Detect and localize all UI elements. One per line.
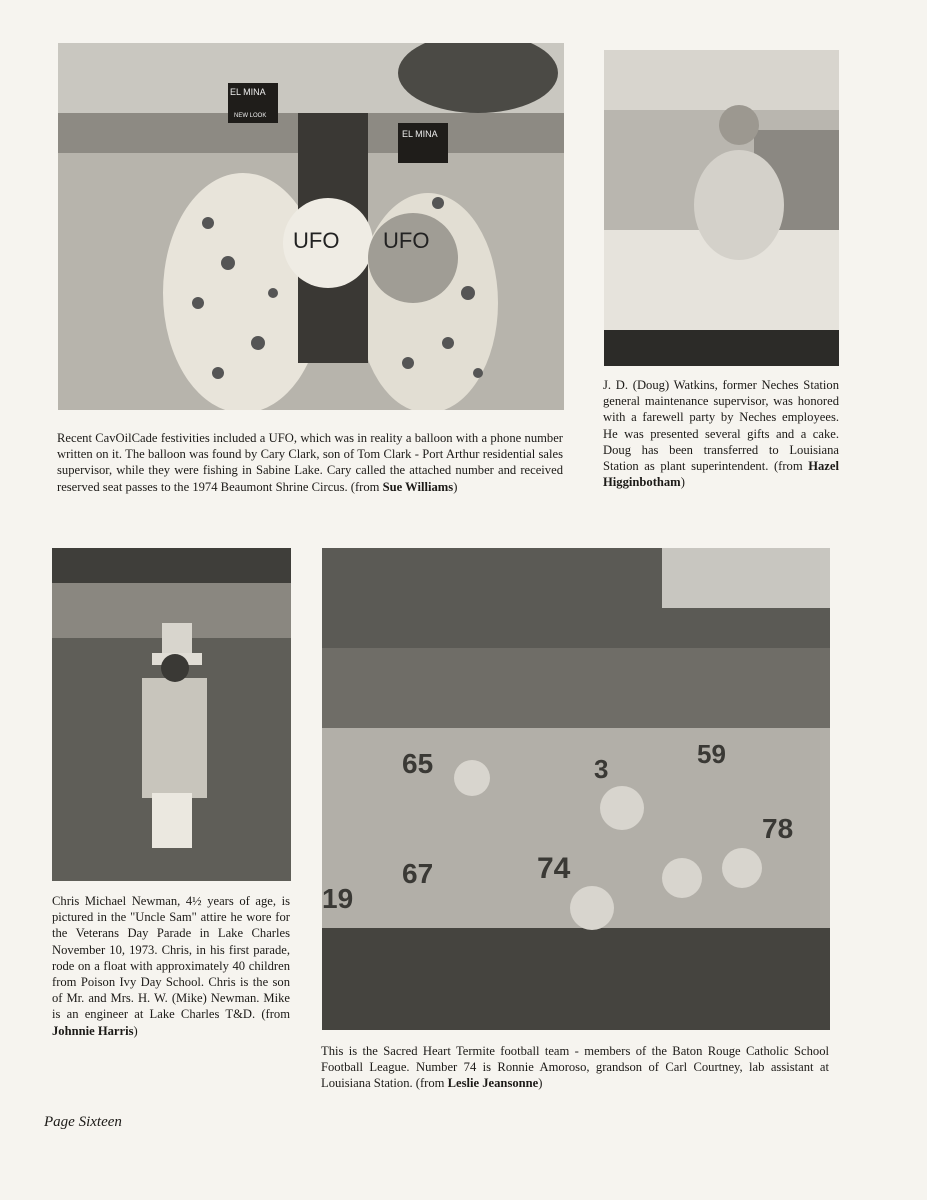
caption-watkins-credit: Hazel Higginbotham: [603, 459, 839, 490]
fez-left-text: EL MINA: [230, 87, 266, 97]
caption-football-credit: Leslie Jeansonne: [447, 1076, 539, 1091]
jersey-number: 78: [762, 813, 794, 844]
fez-left-subtext: NEW LOOK: [234, 113, 267, 119]
jersey-number: 65: [402, 748, 434, 779]
jersey-number: 67: [402, 858, 434, 889]
photo-ufo-balloon: [58, 43, 564, 410]
caption-watkins-end: ): [680, 475, 685, 490]
caption-football: [321, 1043, 829, 1092]
caption-watkins-text: J. D. (Doug) Watkins, former Neches Station general maintenance supervisor, was honored with a farewell party by Neches employees. He was presented several gifts and a cake. Doug has been transferred to Louisiana Station as plant superintendent. (from: [603, 378, 839, 474]
caption-newman-end: ): [133, 1023, 138, 1038]
caption-newman-text: Chris Michael Newman, 4½ years of age, is pictured in the "Uncle Sam" attire he wore for the Veterans Day Parade in Lake Charles November 10, 1973. Chris, in his first parade, rode on a float with approximately 40 children from Poison Ivy Day School. Chris is the son of Mr. and Mrs. H. W. (Mike) Newman. Mike is an engineer at Lake Charles T&D. (from: [52, 894, 290, 1022]
jersey-number: 74: [537, 852, 571, 885]
photo-watkins: [604, 50, 839, 366]
jersey-number: 3: [594, 754, 609, 784]
caption-football-end: ): [538, 1076, 543, 1091]
page-number-label: Page Sixteen: [44, 1114, 122, 1130]
fez-right-text: EL MINA: [402, 129, 438, 139]
caption-ufo-text: Recent CavOilCade festivities included a UFO, which was in reality a balloon with a phone number written on it. The balloon was found by Cary Clark, son of Tom Clark - Port Arthur residential sales supervisor, while they were fishing in Sabine Lake. Cary called the attached number and received reserved seat passes to the 1974 Beaumont Shrine Circus. (from: [57, 431, 563, 494]
photo-uncle-sam: [52, 548, 291, 881]
jersey-number: 19: [322, 883, 354, 914]
caption-newman-credit: Johnnie Harris: [52, 1023, 134, 1038]
caption-ufo-credit: Sue Williams: [382, 479, 454, 494]
caption-football-text: This is the Sacred Heart Termite football team - members of the Baton Rouge Catholic School Football League. Number 74 is Ronnie Amoroso, grandson of Carl Courtney, lab assistant at Louisiana Station. (from: [321, 1044, 829, 1091]
caption-ufo: [57, 430, 563, 495]
caption-watkins: [603, 377, 839, 490]
caption-ufo-end: ): [453, 479, 458, 494]
balloon-right-text: UFO: [383, 228, 430, 253]
balloon-left-text: UFO: [293, 228, 340, 253]
photo-football-team: [322, 548, 830, 1030]
jersey-number: 59: [697, 739, 726, 769]
caption-newman: [52, 893, 290, 1039]
